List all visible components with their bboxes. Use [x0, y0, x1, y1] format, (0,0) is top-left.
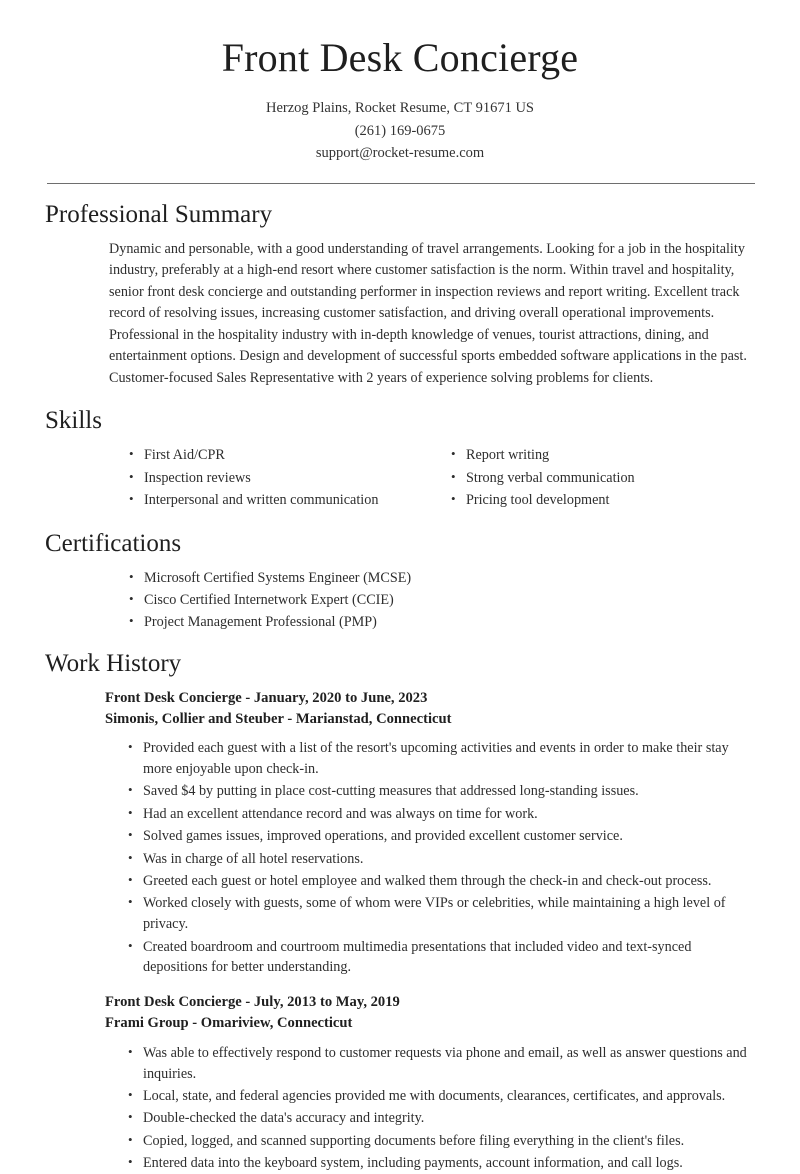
skills-column-right — [431, 445, 753, 514]
professional-summary-body — [45, 239, 753, 390]
skills-list-right — [431, 445, 753, 512]
list-item: • Microsoft Certified Systems Engineer (MCSE) — [129, 568, 753, 589]
work-history-body — [45, 688, 753, 1174]
list-item: • Project Management Professional (PMP) — [129, 612, 753, 633]
list-item: • Copied, logged, and scanned supporting documents before filing everything in the client's files. — [128, 1131, 753, 1152]
work-history-entry — [105, 688, 753, 978]
list-item: • Cisco Certified Internetwork Expert (CCIE) — [129, 590, 753, 611]
list-item: • Solved games issues, improved operations, and provided excellent customer service. — [128, 826, 753, 847]
list-item: • Inspection reviews — [129, 468, 431, 489]
section-title-work-history: Work History — [45, 649, 182, 677]
list-item: • Was able to effectively respond to customer requests via phone and email, as well as answer questions and inquiries. — [128, 1043, 753, 1085]
list-item: • Double-checked the data's accuracy and integrity. — [128, 1108, 753, 1129]
page-title: Front Desk Concierge — [221, 35, 579, 80]
section-work-history — [0, 649, 800, 1174]
list-item: • Strong verbal communication — [451, 468, 753, 489]
work-history-entry — [105, 992, 753, 1174]
job-title-line: Front Desk Concierge - July, 2013 to May, 2019 — [105, 994, 400, 1011]
certifications-body — [45, 568, 753, 633]
section-professional-summary — [0, 200, 800, 390]
resume-header — [0, 0, 800, 165]
list-item: • Greeted each guest or hotel employee and walked them through the check-in and check-out process. — [128, 871, 753, 892]
list-item: • Pricing tool development — [451, 490, 753, 511]
section-skills — [0, 406, 800, 436]
list-item: • Was in charge of all hotel reservations. — [128, 849, 753, 870]
list-item: • Had an excellent attendance record and was always on time for work. — [128, 804, 753, 825]
section-title-certifications: Certifications — [45, 530, 182, 558]
skills-body — [0, 445, 800, 514]
list-item: • Worked closely with guests, some of whom were VIPs or celebrities, while maintaining a high level of privacy. — [128, 893, 753, 935]
job-company-line: Simonis, Collier and Steuber - Marianstad, Connecticut — [105, 711, 452, 728]
contact-email: support@rocket-resume.com — [315, 145, 485, 162]
section-title-professional-summary: Professional Summary — [45, 200, 273, 228]
contact-phone: (261) 169-0675 — [354, 122, 446, 139]
list-item: • Interpersonal and written communication — [129, 490, 431, 511]
job-responsibility-list — [105, 738, 753, 978]
job-company-line: Frami Group - Omariview, Connecticut — [105, 1015, 353, 1032]
list-item: • Local, state, and federal agencies provided me with documents, clearances, certificates, and approvals. — [128, 1086, 753, 1107]
contact-address: Herzog Plains, Rocket Resume, CT 91671 US — [266, 100, 534, 117]
job-title-line: Front Desk Concierge - January, 2020 to June, 2023 — [105, 689, 428, 706]
list-item: • Saved $4 by putting in place cost-cutting measures that addressed long-standing issues. — [128, 781, 753, 802]
list-item: • Entered data into the keyboard system, including payments, account information, and call logs. — [128, 1153, 753, 1174]
skills-grid — [45, 445, 753, 514]
professional-summary-text: Dynamic and personable, with a good understanding of travel arrangements. Looking for a job in the hospitality industry, preferably at a high-end resort where customer satisfaction is the norm. Within travel and hospitality, senior front desk concierge and outstanding performer in inspection reviews and report writing. Excellent track record of resolving issues, increasing customer satisfaction, and driving overall operational improvements. Professional in the hospitality industry with in-depth knowledge of venues, tourist attractions, dining, and entertainment options. Design and development of successful sports embedded software applications in the past. Customer-focused Sales Representative with 2 years of experience solving problems for clients. — [109, 240, 747, 387]
skills-list-left — [109, 445, 431, 512]
section-certifications — [0, 529, 800, 633]
list-item: • First Aid/CPR — [129, 445, 431, 466]
list-item: • Created boardroom and courtroom multimedia presentations that included video and text-synced depositions for better understanding. — [128, 937, 753, 979]
section-title-skills: Skills — [45, 406, 102, 434]
list-item: • Report writing — [451, 445, 753, 466]
skills-column-left — [109, 445, 431, 514]
certifications-list — [109, 568, 753, 633]
list-item: • Provided each guest with a list of the resort's upcoming activities and events in order to make their stay more enjoyable upon check-in. — [128, 738, 753, 780]
header-divider — [47, 183, 755, 184]
job-responsibility-list — [105, 1043, 753, 1174]
